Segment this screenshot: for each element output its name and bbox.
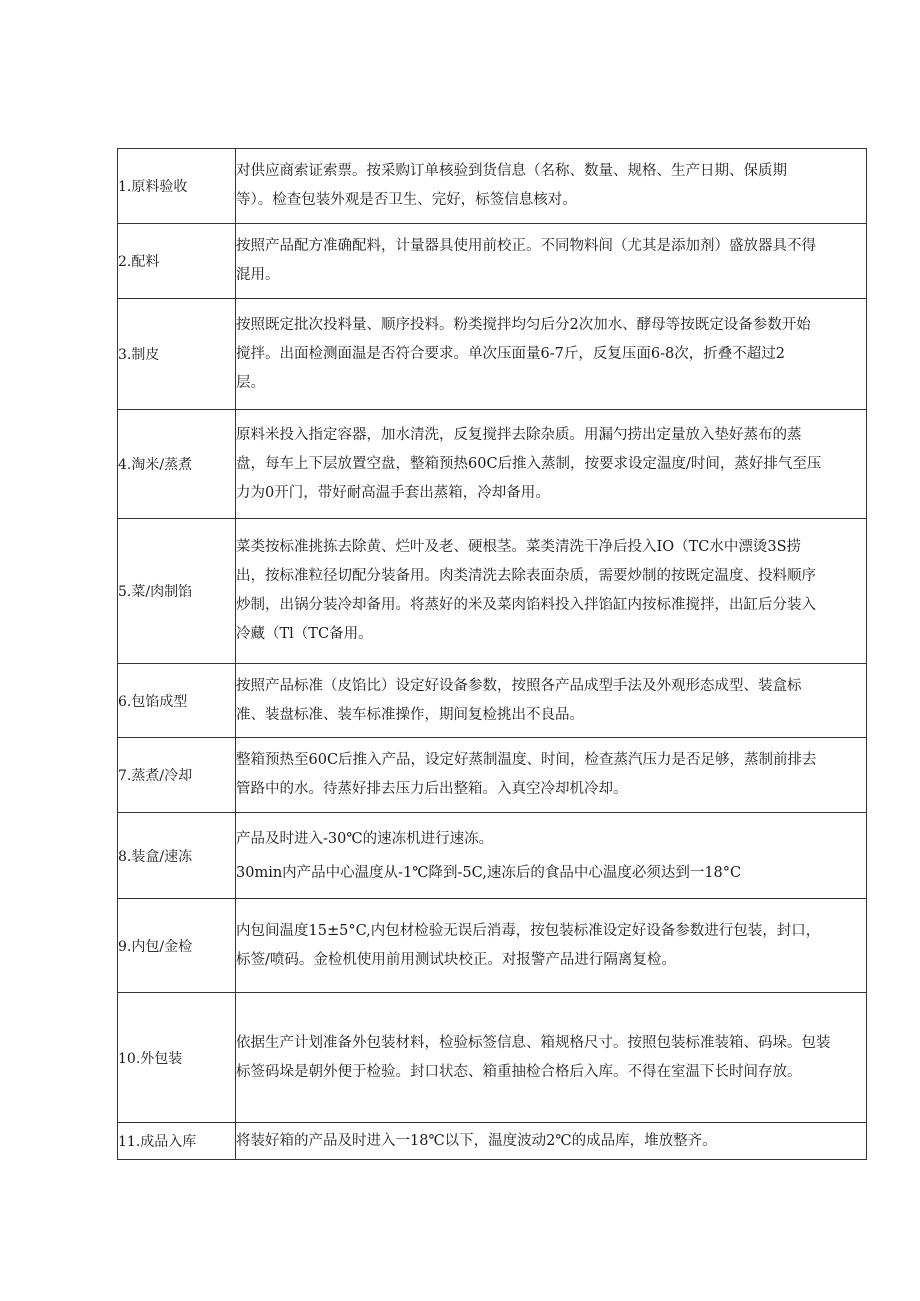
description-line: 管路中的水。待蒸好排去压力后出整箱。入真空冷却机冷却。 <box>236 781 628 797</box>
description-line: 将装好箱的产品及时进入一18℃以下，温度波动2℃的成品库，堆放整齐。 <box>236 1132 717 1149</box>
step-name: 6.包馅成型 <box>118 664 236 738</box>
step-name: 8.装盒/速冻 <box>118 813 236 899</box>
step-description <box>236 899 867 993</box>
step-name: 5.菜/肉制馅 <box>118 519 236 664</box>
table-row <box>118 813 867 899</box>
description-line: 盘，每车上下层放置空盘，整箱预热60C后推入蒸制，按要求设定温度/时间，蒸好排气至压 <box>236 455 822 472</box>
description-line: 力为0开门，带好耐高温手套出蒸箱，冷却备用。 <box>236 484 550 501</box>
step-name: 10.外包装 <box>118 993 236 1123</box>
step-name: 2.配料 <box>118 224 236 299</box>
description-line: 按照既定批次投料量、顺序投料。粉类搅拌均匀后分2次加水、酵母等按既定设备参数开始 <box>236 316 811 333</box>
description-line: 按照产品标准（皮馅比）设定好设备参数，按照各产品成型手法及外观形态成型、装盒标 <box>236 677 802 694</box>
table-row <box>118 899 867 993</box>
step-description <box>236 224 867 299</box>
table-row <box>118 1123 867 1160</box>
step-name: 1.原料验收 <box>118 149 236 224</box>
description-line: 依据生产计划准备外包装材料，检验标签信息、箱规格尺寸。按照包装标准装箱、码垛。包装 <box>236 1034 831 1051</box>
description-line: 准、装盘标准、装车标准操作，期间复检挑出不良品。 <box>236 706 584 723</box>
step-name: 3.制皮 <box>118 299 236 410</box>
description-line: 整箱预热至60C后推入产品，设定好蒸制温度、时间，检查蒸汽压力是否足够，蒸制前排去 <box>236 752 817 768</box>
table-row <box>118 149 867 224</box>
step-description <box>236 410 867 519</box>
description-line: 标签码垛是朝外便于检验。封口状态、箱重抽检合格后入库。不得在室温下长时间存放。 <box>236 1063 802 1080</box>
table-row <box>118 410 867 519</box>
table-row <box>118 519 867 664</box>
description-line: 产品及时进入-30℃的速冻机进行速冻。 <box>236 830 494 847</box>
process-table <box>117 148 867 1160</box>
description-line: 内包间温度15±5°C,内包材检验无误后消毒，按包装标准设定好设备参数进行包装，封口， <box>236 922 821 939</box>
step-name: 9.内包/金检 <box>118 899 236 993</box>
table-row <box>118 299 867 410</box>
step-name: 7.蒸煮/冷却 <box>118 738 236 813</box>
step-description <box>236 738 867 813</box>
step-name: 4.淘米/蒸煮 <box>118 410 236 519</box>
table-row <box>118 664 867 738</box>
step-name: 11.成品入库 <box>118 1123 236 1160</box>
step-description <box>236 519 867 664</box>
description-line: 原料米投入指定容器，加水清洗，反复搅拌去除杂质。用漏勺捞出定量放入垫好蒸布的蒸 <box>236 426 802 443</box>
description-line: 对供应商索证索票。按采购订单核验到货信息（名称、数量、规格、生产日期、保质期 <box>236 163 787 179</box>
description-line: 30min内产品中心温度从-1℃降到-5C,速冻后的食品中心温度必须达到一18°C <box>236 864 742 881</box>
description-line: 等）。检查包装外观是否卫生、完好，标签信息核对。 <box>236 192 577 208</box>
description-line: 冷藏（Tl（TC备用。 <box>236 626 373 642</box>
description-line: 出，按标准粒径切配分装备用。肉类清洗去除表面杂质，需要炒制的按既定温度、投料顺序 <box>236 568 816 584</box>
step-description <box>236 299 867 410</box>
description-line: 菜类按标准挑拣去除黄、烂叶及老、硬根茎。菜类清洗干净后投入IO（TC水中漂烫3S捞 <box>236 539 802 555</box>
step-description <box>236 664 867 738</box>
description-line: 搅拌。出面检测面温是否符合要求。单次压面量6-7斤，反复压面6-8次，折叠不超过2 <box>236 345 785 362</box>
step-description <box>236 993 867 1123</box>
table-row <box>118 738 867 813</box>
description-line: 标签/喷码。金检机使用前用测试块校正。对报警产品进行隔离复检。 <box>236 951 676 968</box>
table-row <box>118 993 867 1123</box>
table-row <box>118 224 867 299</box>
step-description <box>236 1123 867 1160</box>
step-description <box>236 149 867 224</box>
description-line: 按照产品配方准确配料，计量器具使用前校正。不同物料间（尤其是添加剂）盛放器具不得 <box>236 238 816 254</box>
description-line: 混用。 <box>236 267 280 283</box>
description-line: 炒制，出锅分装冷却备用。将蒸好的米及菜肉馅料投入拌馅缸内按标准搅拌，出缸后分装入 <box>236 597 816 613</box>
step-description <box>236 813 867 899</box>
process-document <box>117 148 867 1160</box>
description-line: 层。 <box>236 374 265 391</box>
